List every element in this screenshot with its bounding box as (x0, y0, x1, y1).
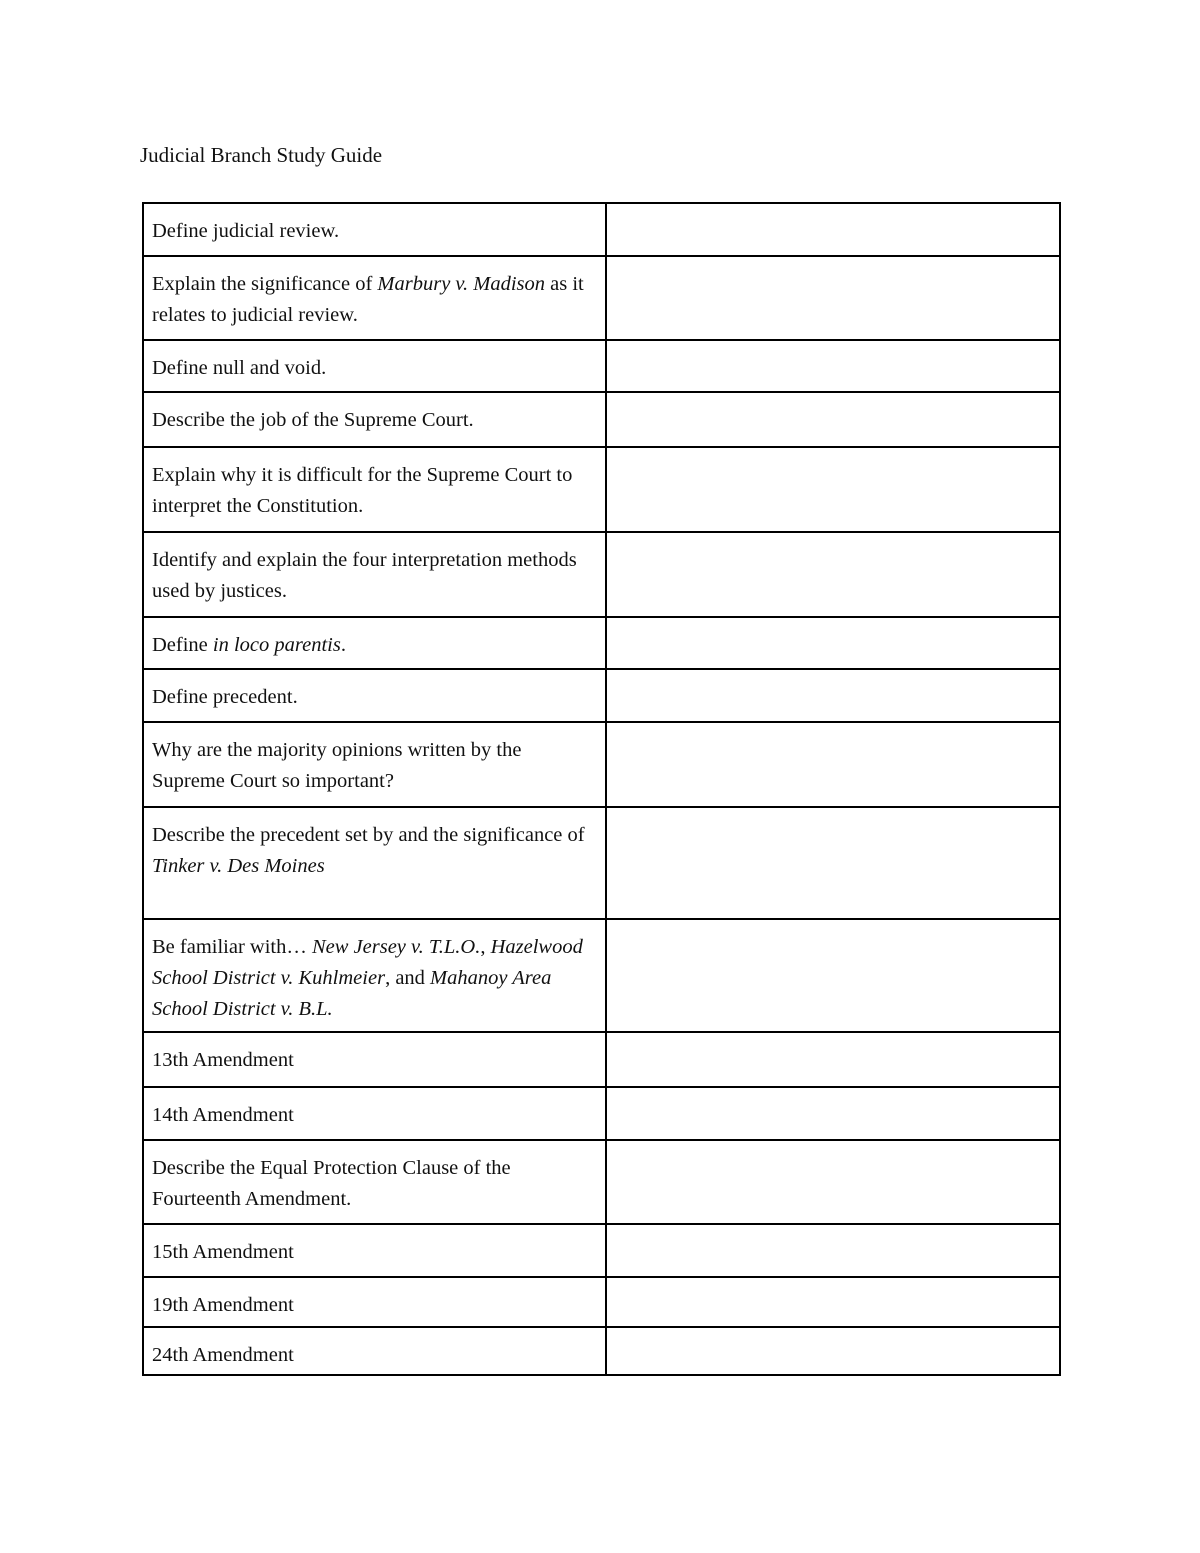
answer-cell[interactable] (606, 1140, 1060, 1224)
table-row (143, 203, 1060, 256)
question-cell (143, 392, 606, 447)
question-text: Define precedent. (152, 686, 298, 708)
answer-cell[interactable] (606, 1032, 1060, 1087)
question-cell (143, 532, 606, 617)
question-text: , and (385, 967, 431, 989)
question-text: Define (152, 634, 213, 656)
question-text: Why are the majority opinions written by the Supreme Court so important? (152, 739, 522, 792)
table-row (143, 1140, 1060, 1224)
table-row (143, 392, 1060, 447)
question-cell (143, 1327, 606, 1375)
table-row (143, 1224, 1060, 1277)
question-text: New Jersey v. T.L.O. (311, 936, 481, 958)
question-text: Marbury v. Madison (377, 273, 546, 295)
question-text: Describe the precedent set by and the significance of (152, 824, 585, 846)
table-row (143, 919, 1060, 1032)
table-row (143, 340, 1060, 392)
question-cell (143, 722, 606, 807)
question-text: Mahanoy Area School District v. B.L. (152, 967, 552, 1020)
table-row (143, 1032, 1060, 1087)
answer-cell[interactable] (606, 722, 1060, 807)
table-row (143, 669, 1060, 722)
question-text: 15th Amendment (152, 1241, 294, 1263)
table-row (143, 722, 1060, 807)
question-text: Be familiar with… (152, 936, 312, 958)
answer-cell[interactable] (606, 340, 1060, 392)
question-text: in loco parentis (212, 634, 341, 656)
question-cell (143, 340, 606, 392)
study-guide-table (142, 202, 1061, 1376)
question-text: Explain why it is difficult for the Supreme Court to interpret the Constitution. (152, 464, 573, 517)
answer-cell[interactable] (606, 256, 1060, 340)
question-cell (143, 1032, 606, 1087)
question-cell (143, 203, 606, 256)
document-title: Judicial Branch Study Guide (140, 143, 383, 167)
table-row (143, 1327, 1060, 1375)
answer-cell[interactable] (606, 392, 1060, 447)
answer-cell[interactable] (606, 1087, 1060, 1140)
answer-cell[interactable] (606, 617, 1060, 669)
table-row (143, 447, 1060, 532)
answer-cell[interactable] (606, 919, 1060, 1032)
question-text: Hazelwood School District v. Kuhlmeier (152, 936, 583, 989)
question-text: 19th Amendment (152, 1294, 294, 1316)
question-text: Define judicial review. (152, 220, 340, 242)
question-cell (143, 617, 606, 669)
table-row (143, 1087, 1060, 1140)
answer-cell[interactable] (606, 1327, 1060, 1375)
question-cell (143, 1277, 606, 1327)
question-text: Tinker v. Des Moines (152, 855, 325, 877)
table-row (143, 617, 1060, 669)
question-text: Identify and explain the four interpretation methods used by justices. (152, 549, 577, 602)
question-text: Describe the Equal Protection Clause of the Fourteenth Amendment. (152, 1157, 511, 1210)
question-cell (143, 919, 606, 1032)
question-text: 13th Amendment (152, 1049, 294, 1071)
question-text: , (480, 936, 491, 958)
answer-cell[interactable] (606, 203, 1060, 256)
question-cell (143, 669, 606, 722)
question-cell (143, 1224, 606, 1277)
table-row (143, 532, 1060, 617)
question-text: Define null and void. (152, 357, 327, 379)
question-text: Explain the significance of (152, 273, 378, 295)
question-text: 24th Amendment (152, 1344, 294, 1366)
question-text: 14th Amendment (152, 1104, 294, 1126)
question-cell (143, 447, 606, 532)
question-text: as it relates to judicial review. (152, 273, 584, 326)
answer-cell[interactable] (606, 532, 1060, 617)
question-cell (143, 1087, 606, 1140)
question-text: Describe the job of the Supreme Court. (152, 409, 474, 431)
question-cell (143, 1140, 606, 1224)
table-row (143, 1277, 1060, 1327)
question-cell (143, 807, 606, 919)
answer-cell[interactable] (606, 447, 1060, 532)
answer-cell[interactable] (606, 669, 1060, 722)
answer-cell[interactable] (606, 1224, 1060, 1277)
answer-cell[interactable] (606, 807, 1060, 919)
question-text: . (340, 634, 346, 656)
table-row (143, 256, 1060, 340)
table-row (143, 807, 1060, 919)
answer-cell[interactable] (606, 1277, 1060, 1327)
question-cell (143, 256, 606, 340)
